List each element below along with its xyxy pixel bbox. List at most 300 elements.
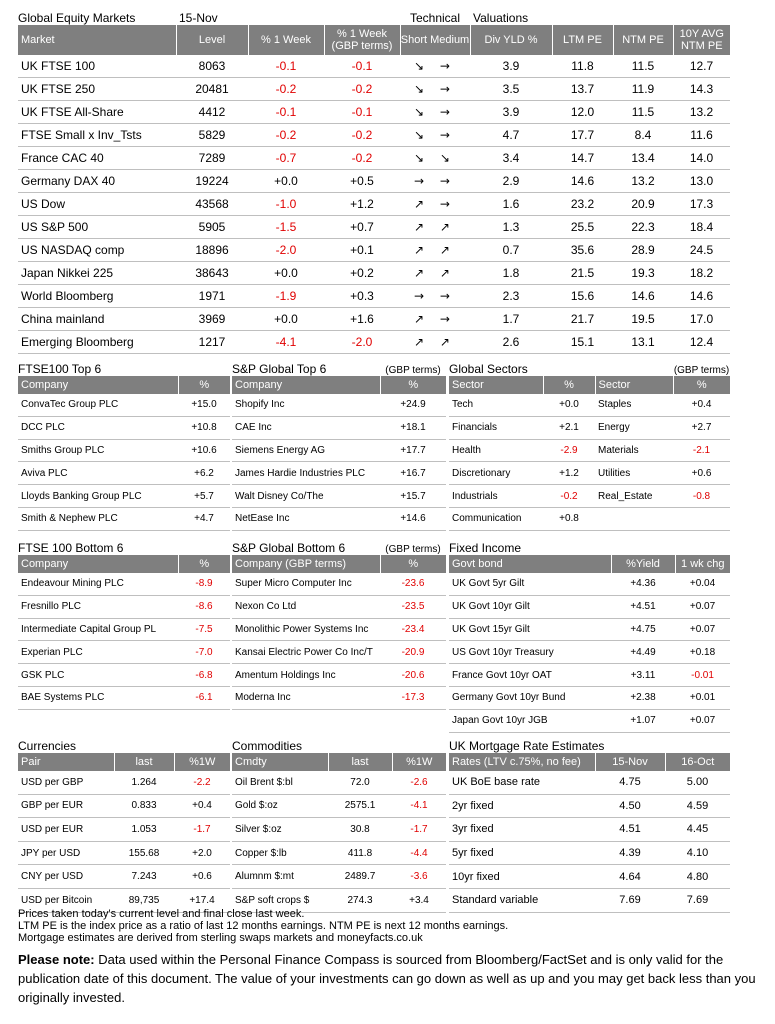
div-yield: 0.7 <box>470 239 552 262</box>
sector-name: Real_Estate <box>595 485 673 508</box>
company-name: Shopify Inc <box>232 394 380 416</box>
table-row <box>18 664 230 687</box>
currency-change: +2.0 <box>174 841 230 865</box>
sector-change <box>673 507 730 530</box>
mortgage-rate-previous: 7.69 <box>665 888 730 912</box>
equity-header-row <box>18 25 730 55</box>
mortgage-rate-current: 4.50 <box>595 794 665 818</box>
sp-top-title: S&P Global Top 6 <box>232 362 327 376</box>
market-level: 5905 <box>176 216 248 239</box>
market-name: US NASDAQ comp <box>18 239 176 262</box>
ltm-pe: 23.2 <box>552 193 613 216</box>
ftse-top-title: FTSE100 Top 6 <box>18 362 102 376</box>
company-change: +15.0 <box>178 394 230 416</box>
table-row <box>18 686 230 709</box>
table-row <box>232 394 446 416</box>
col-header: %1W <box>392 753 446 771</box>
change-1w: -0.1 <box>248 55 324 78</box>
table-row <box>18 262 730 285</box>
company-name: Fresnillo PLC <box>18 595 178 618</box>
table-row <box>18 573 230 595</box>
ltm-pe: 17.7 <box>552 124 613 147</box>
commodity-last: 2575.1 <box>328 794 392 818</box>
change-1w: -0.7 <box>248 147 324 170</box>
commodity-change: -3.6 <box>392 865 446 889</box>
div-yield: 2.3 <box>470 285 552 308</box>
market-name: World Bloomberg <box>18 285 176 308</box>
table-row <box>232 841 446 865</box>
company-change: -17.3 <box>380 686 446 709</box>
sector-name: Communication <box>449 507 543 530</box>
currencies-table <box>18 737 230 913</box>
commodity-change: -4.1 <box>392 794 446 818</box>
ltm-pe: 11.8 <box>552 55 613 78</box>
mortgage-rate-current: 4.39 <box>595 841 665 865</box>
commodities-title: Commodities <box>232 739 303 753</box>
change-1w-gbp: +1.2 <box>324 193 400 216</box>
company-change: +16.7 <box>380 462 446 485</box>
technical-arrows-icon: ↘ ↘ <box>400 147 470 170</box>
table-row <box>232 618 446 641</box>
mortgage-rate-current: 7.69 <box>595 888 665 912</box>
col-header: % <box>178 555 230 573</box>
mortgage-rate-previous: 4.45 <box>665 818 730 842</box>
bond-change: +0.04 <box>675 573 730 595</box>
ntm-pe: 28.9 <box>613 239 673 262</box>
table-row <box>18 771 230 794</box>
sector-name: Energy <box>595 416 673 439</box>
ltm-pe: 25.5 <box>552 216 613 239</box>
commodity-change: -1.7 <box>392 818 446 842</box>
col-header: Pair <box>18 753 114 771</box>
table-row <box>18 170 730 193</box>
company-name: CAE Inc <box>232 416 380 439</box>
market-name: UK FTSE All-Share <box>18 101 176 124</box>
currency-pair: USD per Bitcoin <box>18 888 114 912</box>
sector-change: +2.7 <box>673 416 730 439</box>
market-name: UK FTSE 250 <box>18 78 176 101</box>
currency-change: -1.7 <box>174 818 230 842</box>
table-row <box>232 595 446 618</box>
sector-name: Industrials <box>449 485 543 508</box>
currencies-title: Currencies <box>18 739 77 753</box>
table-row <box>18 394 230 416</box>
bond-name: Germany Govt 10yr Bund <box>449 686 611 709</box>
mortgage-type: 5yr fixed <box>449 841 595 865</box>
sp-top-table <box>232 360 446 531</box>
ntm-pe: 14.6 <box>613 285 673 308</box>
col-header: Level <box>176 25 248 55</box>
table-row <box>18 216 730 239</box>
table-row <box>232 865 446 889</box>
currency-last: 89,735 <box>114 888 174 912</box>
valuations-title: Valuations <box>473 11 529 25</box>
commodity-change: -2.6 <box>392 771 446 794</box>
bond-yield: +3.11 <box>611 664 675 687</box>
table-row <box>18 618 230 641</box>
commodity-last: 274.3 <box>328 888 392 912</box>
sector-name: Discretionary <box>449 462 543 485</box>
table-row <box>449 664 730 687</box>
currency-change: -2.2 <box>174 771 230 794</box>
avg-ntm-pe: 14.6 <box>673 285 730 308</box>
fixed-income-table <box>449 539 730 733</box>
global-equity-table <box>18 9 730 354</box>
ntm-pe: 19.5 <box>613 308 673 331</box>
technical-arrows-icon: ↗ → <box>400 193 470 216</box>
table-row <box>232 664 446 687</box>
col-header: last <box>114 753 174 771</box>
ntm-pe: 20.9 <box>613 193 673 216</box>
disclaimer <box>18 950 763 1007</box>
avg-ntm-pe: 24.5 <box>673 239 730 262</box>
table-row <box>18 193 730 216</box>
table-row <box>232 794 446 818</box>
bond-name: UK Govt 15yr Gilt <box>449 618 611 641</box>
table-row <box>449 595 730 618</box>
bond-yield: +2.38 <box>611 686 675 709</box>
bond-yield: +4.51 <box>611 595 675 618</box>
col-header: Company (GBP terms) <box>232 555 380 573</box>
table-row <box>232 485 446 508</box>
currency-change: +17.4 <box>174 888 230 912</box>
company-change: -20.9 <box>380 641 446 664</box>
avg-ntm-pe: 13.0 <box>673 170 730 193</box>
col-header: Market <box>18 25 176 55</box>
col-header: %Yield <box>611 555 675 573</box>
sector-change: +0.8 <box>543 507 595 530</box>
col-header: % <box>543 376 595 394</box>
technical-arrows-icon: → → <box>400 170 470 193</box>
market-name: FTSE Small x Inv_Tsts <box>18 124 176 147</box>
market-name: Japan Nikkei 225 <box>18 262 176 285</box>
technical-arrows-icon: ↗ ↗ <box>400 216 470 239</box>
company-name: Intermediate Capital Group PL <box>18 618 178 641</box>
sector-name: Health <box>449 439 543 462</box>
company-name: Amentum Holdings Inc <box>232 664 380 687</box>
company-name: Monolithic Power Systems Inc <box>232 618 380 641</box>
market-name: UK FTSE 100 <box>18 55 176 78</box>
market-level: 18896 <box>176 239 248 262</box>
commodity-last: 2489.7 <box>328 865 392 889</box>
currency-pair: USD per EUR <box>18 818 114 842</box>
table-row <box>449 507 730 530</box>
col-header: Div YLD % <box>470 25 552 55</box>
company-name: Endeavour Mining PLC <box>18 573 178 595</box>
mortgage-rate-current: 4.75 <box>595 771 665 794</box>
commodity-name: Gold $:oz <box>232 794 328 818</box>
sectors-note: (GBP terms) <box>673 365 730 376</box>
ntm-pe: 11.9 <box>613 78 673 101</box>
company-name: ConvaTec Group PLC <box>18 394 178 416</box>
mortgage-rate-previous: 4.10 <box>665 841 730 865</box>
commodity-last: 30.8 <box>328 818 392 842</box>
company-change: -8.9 <box>178 573 230 595</box>
sector-name: Financials <box>449 416 543 439</box>
ntm-pe: 13.4 <box>613 147 673 170</box>
table-row <box>449 416 730 439</box>
market-level: 7289 <box>176 147 248 170</box>
disclaimer-label: Please note: <box>18 952 95 967</box>
bond-name: UK Govt 5yr Gilt <box>449 573 611 595</box>
table-row <box>449 818 730 842</box>
ftse-bottom-table <box>18 539 230 710</box>
market-name: US S&P 500 <box>18 216 176 239</box>
company-name: Aviva PLC <box>18 462 178 485</box>
table-row <box>232 507 446 530</box>
ntm-pe: 11.5 <box>613 101 673 124</box>
change-1w-gbp: -0.2 <box>324 147 400 170</box>
sector-change: +1.2 <box>543 462 595 485</box>
bond-name: France Govt 10yr OAT <box>449 664 611 687</box>
company-name: DCC PLC <box>18 416 178 439</box>
currency-pair: USD per GBP <box>18 771 114 794</box>
sector-change: +2.1 <box>543 416 595 439</box>
change-1w-gbp: +0.7 <box>324 216 400 239</box>
sector-name: Materials <box>595 439 673 462</box>
company-name: Nexon Co Ltd <box>232 595 380 618</box>
company-name: Walt Disney Co/The <box>232 485 380 508</box>
sp-top-note: (GBP terms) <box>385 365 441 376</box>
ntm-pe: 8.4 <box>613 124 673 147</box>
table-row <box>18 865 230 889</box>
company-name: Siemens Energy AG <box>232 439 380 462</box>
change-1w: +0.0 <box>248 308 324 331</box>
currency-change: +0.6 <box>174 865 230 889</box>
change-1w-gbp: -2.0 <box>324 331 400 354</box>
company-name: Smith & Nephew PLC <box>18 507 178 530</box>
change-1w-gbp: -0.1 <box>324 101 400 124</box>
table-row <box>18 55 730 78</box>
table-row <box>18 462 230 485</box>
sector-name <box>595 507 673 530</box>
bond-change: +0.01 <box>675 686 730 709</box>
technical-arrows-icon: ↘ → <box>400 101 470 124</box>
commodity-name: S&P soft crops $ <box>232 888 328 912</box>
sector-change: -0.2 <box>543 485 595 508</box>
table-row <box>232 641 446 664</box>
table-row <box>232 573 446 595</box>
change-1w-gbp: -0.1 <box>324 55 400 78</box>
footnote: Prices taken today's current level and final close last week. <box>18 908 305 920</box>
bond-yield: +1.07 <box>611 709 675 732</box>
market-name: Emerging Bloomberg <box>18 331 176 354</box>
col-header: Sector <box>449 376 543 394</box>
sector-change: +0.6 <box>673 462 730 485</box>
technical-arrows-icon: ↗ ↗ <box>400 331 470 354</box>
company-change: -7.5 <box>178 618 230 641</box>
table-row <box>449 865 730 889</box>
ntm-pe: 19.3 <box>613 262 673 285</box>
mortgage-rate-previous: 5.00 <box>665 771 730 794</box>
div-yield: 4.7 <box>470 124 552 147</box>
company-change: -23.4 <box>380 618 446 641</box>
col-header: Sector <box>595 376 673 394</box>
technical-arrows-icon: ↘ → <box>400 78 470 101</box>
ltm-pe: 21.7 <box>552 308 613 331</box>
col-header: Company <box>18 376 178 394</box>
col-header: Govt bond <box>449 555 611 573</box>
commodity-last: 411.8 <box>328 841 392 865</box>
change-1w-gbp: -0.2 <box>324 124 400 147</box>
company-change: -7.0 <box>178 641 230 664</box>
bond-change: +0.18 <box>675 641 730 664</box>
table-row <box>449 794 730 818</box>
mortgage-type: Standard variable <box>449 888 595 912</box>
col-header: Company <box>18 555 178 573</box>
col-header: % <box>380 555 446 573</box>
global-sectors-table <box>449 360 730 531</box>
sector-name: Utilities <box>595 462 673 485</box>
change-1w: -1.9 <box>248 285 324 308</box>
change-1w: -4.1 <box>248 331 324 354</box>
table-row <box>232 686 446 709</box>
col-header: % 1 Week (GBP terms) <box>324 25 400 55</box>
table-row <box>18 101 730 124</box>
company-change: -8.6 <box>178 595 230 618</box>
company-change: +10.8 <box>178 416 230 439</box>
mortgage-rate-current: 4.64 <box>595 865 665 889</box>
table-row <box>18 439 230 462</box>
company-change: -23.6 <box>380 573 446 595</box>
div-yield: 1.7 <box>470 308 552 331</box>
sector-change: +0.0 <box>543 394 595 416</box>
table-row <box>232 818 446 842</box>
change-1w: -0.2 <box>248 124 324 147</box>
col-header: LTM PE <box>552 25 613 55</box>
company-name: Smiths Group PLC <box>18 439 178 462</box>
div-yield: 1.3 <box>470 216 552 239</box>
col-header: Cmdty <box>232 753 328 771</box>
currency-pair: CNY per USD <box>18 865 114 889</box>
mortgage-rate-current: 4.51 <box>595 818 665 842</box>
commodity-last: 72.0 <box>328 771 392 794</box>
market-level: 1971 <box>176 285 248 308</box>
ntm-pe: 13.2 <box>613 170 673 193</box>
col-header: 16-Oct <box>665 753 730 771</box>
avg-ntm-pe: 17.3 <box>673 193 730 216</box>
market-name: France CAC 40 <box>18 147 176 170</box>
change-1w-gbp: +0.2 <box>324 262 400 285</box>
mortgage-title: UK Mortgage Rate Estimates <box>449 739 605 753</box>
market-level: 20481 <box>176 78 248 101</box>
currency-last: 7.243 <box>114 865 174 889</box>
ltm-pe: 14.7 <box>552 147 613 170</box>
change-1w: +0.0 <box>248 262 324 285</box>
currency-change: +0.4 <box>174 794 230 818</box>
ltm-pe: 35.6 <box>552 239 613 262</box>
market-name: China mainland <box>18 308 176 331</box>
table-row <box>449 686 730 709</box>
commodity-change: +3.4 <box>392 888 446 912</box>
table-row <box>449 439 730 462</box>
company-change: +17.7 <box>380 439 446 462</box>
bond-yield: +4.36 <box>611 573 675 595</box>
technical-arrows-icon: ↗ ↗ <box>400 262 470 285</box>
sectors-title: Global Sectors <box>449 362 528 376</box>
table-row <box>449 641 730 664</box>
table-row <box>449 462 730 485</box>
company-change: +10.6 <box>178 439 230 462</box>
mortgage-table <box>449 737 730 913</box>
div-yield: 2.6 <box>470 331 552 354</box>
col-header: % 1 Week <box>248 25 324 55</box>
company-name: BAE Systems PLC <box>18 686 178 709</box>
table-row <box>232 462 446 485</box>
mortgage-type: UK BoE base rate <box>449 771 595 794</box>
table-row <box>449 841 730 865</box>
avg-ntm-pe: 11.6 <box>673 124 730 147</box>
company-change: +14.6 <box>380 507 446 530</box>
table-row <box>18 239 730 262</box>
change-1w: +0.0 <box>248 170 324 193</box>
avg-ntm-pe: 12.4 <box>673 331 730 354</box>
ltm-pe: 15.1 <box>552 331 613 354</box>
market-level: 4412 <box>176 101 248 124</box>
div-yield: 3.4 <box>470 147 552 170</box>
div-yield: 3.5 <box>470 78 552 101</box>
div-yield: 2.9 <box>470 170 552 193</box>
commodity-name: Silver $:oz <box>232 818 328 842</box>
company-change: +5.7 <box>178 485 230 508</box>
ltm-pe: 12.0 <box>552 101 613 124</box>
market-level: 1217 <box>176 331 248 354</box>
company-name: Lloyds Banking Group PLC <box>18 485 178 508</box>
ntm-pe: 22.3 <box>613 216 673 239</box>
table-row <box>18 331 730 354</box>
avg-ntm-pe: 13.2 <box>673 101 730 124</box>
footnote: Mortgage estimates are derived from sterling swaps markets and moneyfacts.co.uk <box>18 932 423 944</box>
technical-title: Technical <box>409 11 461 25</box>
company-change: +4.7 <box>178 507 230 530</box>
ntm-pe: 13.1 <box>613 331 673 354</box>
col-header: Short Medium <box>400 25 470 55</box>
table-row <box>18 124 730 147</box>
table-row <box>18 308 730 331</box>
col-header: % <box>178 376 230 394</box>
mortgage-rate-previous: 4.59 <box>665 794 730 818</box>
mortgage-type: 3yr fixed <box>449 818 595 842</box>
table-row <box>18 416 230 439</box>
change-1w: -0.1 <box>248 101 324 124</box>
change-1w: -2.0 <box>248 239 324 262</box>
market-level: 3969 <box>176 308 248 331</box>
company-change: -23.5 <box>380 595 446 618</box>
currency-last: 1.053 <box>114 818 174 842</box>
col-header: % <box>380 376 446 394</box>
bond-name: US Govt 10yr Treasury <box>449 641 611 664</box>
disclaimer-text: Data used within the Personal Finance Compass is sourced from Bloomberg/FactSet and is only valid for the publication date of this document. The value of your investments can go down as well as up and you may get back less than you originally invested. <box>18 952 756 1005</box>
company-name: Moderna Inc <box>232 686 380 709</box>
market-level: 43568 <box>176 193 248 216</box>
col-header: last <box>328 753 392 771</box>
fixed-income-title: Fixed Income <box>449 541 522 555</box>
ltm-pe: 14.6 <box>552 170 613 193</box>
company-change: +15.7 <box>380 485 446 508</box>
technical-arrows-icon: → → <box>400 285 470 308</box>
sp-bottom-title: S&P Global Bottom 6 <box>232 541 346 555</box>
table-row <box>449 394 730 416</box>
ftse-top-table <box>18 360 230 531</box>
company-change: +24.9 <box>380 394 446 416</box>
div-yield: 1.6 <box>470 193 552 216</box>
change-1w: -0.2 <box>248 78 324 101</box>
ltm-pe: 15.6 <box>552 285 613 308</box>
div-yield: 3.9 <box>470 55 552 78</box>
currency-last: 0.833 <box>114 794 174 818</box>
commodity-name: Alumnm $:mt <box>232 865 328 889</box>
bond-change: -0.01 <box>675 664 730 687</box>
